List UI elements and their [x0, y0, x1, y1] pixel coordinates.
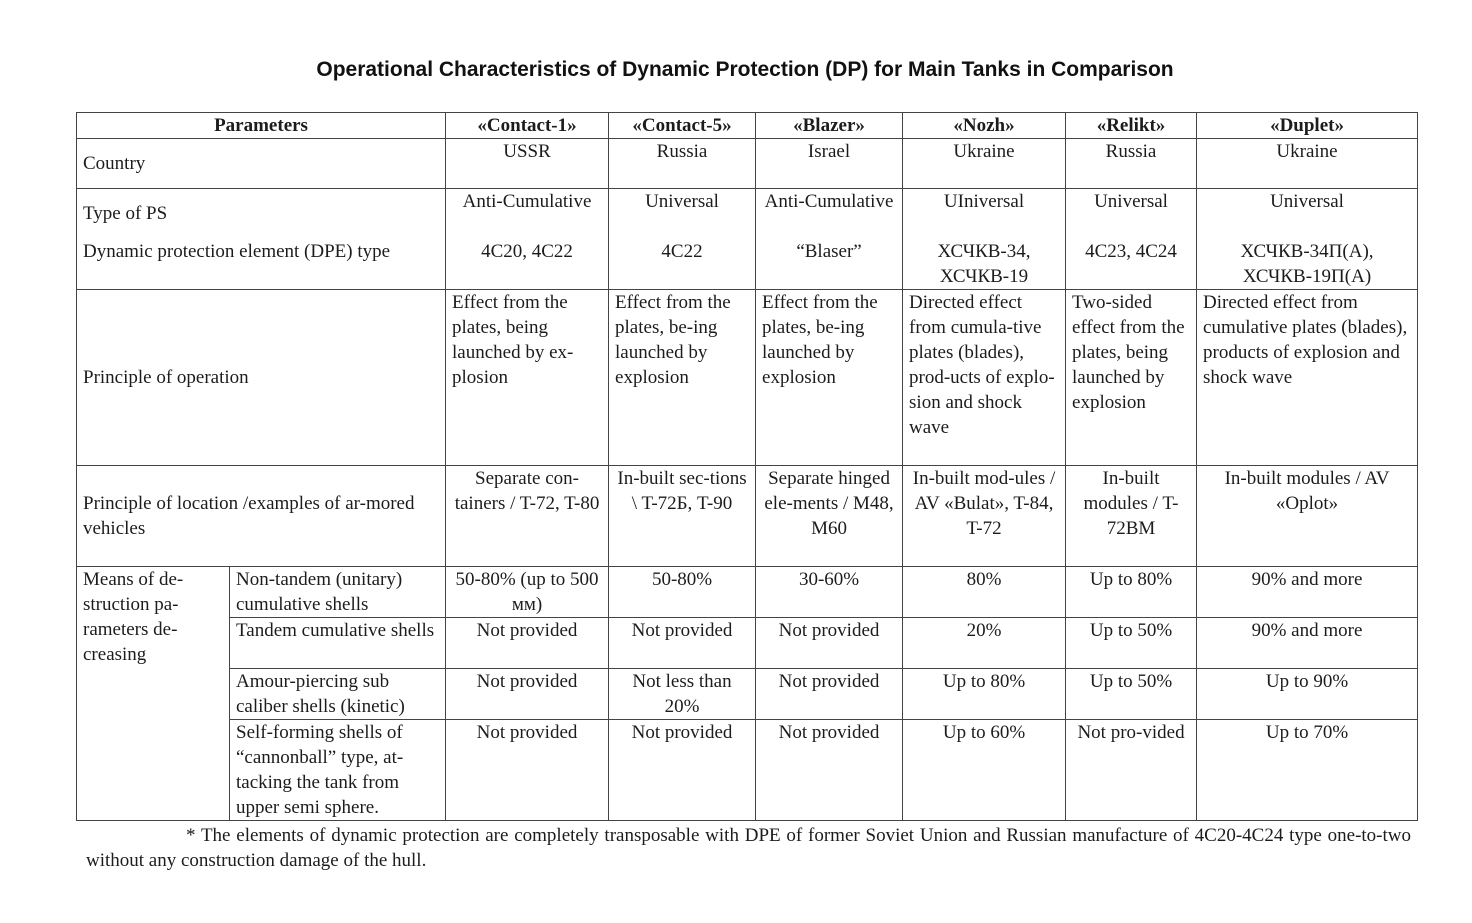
- table-cell: UIniversal: [903, 189, 1066, 239]
- table-cell: Not provided: [446, 618, 609, 669]
- table-cell: Universal: [1066, 189, 1197, 239]
- table-cell: Directed effect from cumulative plates (blades), products of explosion and shock wave: [1197, 290, 1418, 466]
- footnote: [86, 823, 1411, 873]
- table-cell: Anti-Cumulative: [446, 189, 609, 239]
- table-cell: Up to 90%: [1197, 669, 1418, 720]
- table-cell: Russia: [609, 139, 756, 189]
- table-cell: Not provided: [756, 669, 903, 720]
- row-label-type-ps: Type of PS: [77, 189, 446, 239]
- table-cell: 4C23, 4C24: [1066, 239, 1197, 290]
- table-cell: In-built sec-tions \ T-72Б, T-90: [609, 466, 756, 567]
- header-row: [77, 113, 1418, 139]
- table-cell: Not provided: [609, 720, 756, 821]
- table-cell: “Blaser”: [756, 239, 903, 290]
- table-row: [77, 720, 1418, 821]
- footnote-text: * The elements of dynamic protection are completely transposable with DPE of former Soviet Union and Russian manufacture of 4C20-4C24 type one-to-two without any construction damage of the hull.: [86, 825, 1411, 871]
- table-cell: In-built modules / AV «Oplot»: [1197, 466, 1418, 567]
- table-cell: Not provided: [756, 618, 903, 669]
- table-row: [77, 567, 1418, 618]
- table-row: [77, 239, 1418, 290]
- table-cell: In-built modules / T-72BM: [1066, 466, 1197, 567]
- table-row: [77, 290, 1418, 466]
- table-cell: Not provided: [446, 669, 609, 720]
- table-cell: 80%: [903, 567, 1066, 618]
- table-cell: Effect from the plates, be-ing launched by explosion: [609, 290, 756, 466]
- row-label-principle-location: Principle of location /examples of ar-mored vehicles: [77, 466, 446, 567]
- table-cell: Not less than 20%: [609, 669, 756, 720]
- row-label-means: Means of de-struction pa-rameters de-creasing: [77, 567, 230, 821]
- table-cell: Ukraine: [1197, 139, 1418, 189]
- header-contact-1: «Contact-1»: [446, 113, 609, 139]
- table-cell: Up to 60%: [903, 720, 1066, 821]
- table-cell: Israel: [756, 139, 903, 189]
- header-relikt: «Relikt»: [1066, 113, 1197, 139]
- table-cell: ХСЧКВ-34П(А), ХСЧКВ-19П(А): [1197, 239, 1418, 290]
- table-cell: Ukraine: [903, 139, 1066, 189]
- table-cell: 30-60%: [756, 567, 903, 618]
- table-cell: Effect from the plates, being launched by ex-plosion: [446, 290, 609, 466]
- table-cell: ХСЧКВ-34, ХСЧКВ-19: [903, 239, 1066, 290]
- sub-row-label: Tandem cumulative shells: [230, 618, 446, 669]
- table-cell: Directed effect from cumula-tive plates (blades), prod-ucts of explo-sion and shock wave: [903, 290, 1066, 466]
- table-cell: Russia: [1066, 139, 1197, 189]
- header-contact-5: «Contact-5»: [609, 113, 756, 139]
- table-cell: Two-sided effect from the plates, being launched by explosion: [1066, 290, 1197, 466]
- table-row: [77, 618, 1418, 669]
- table-cell: Separate hinged ele-ments / M48, M60: [756, 466, 903, 567]
- table-cell: Not provided: [609, 618, 756, 669]
- table-cell: Not pro-vided: [1066, 720, 1197, 821]
- header-duplet: «Duplet»: [1197, 113, 1418, 139]
- table-cell: 90% and more: [1197, 567, 1418, 618]
- table-cell: 50-80% (up to 500 мм): [446, 567, 609, 618]
- table-row: [77, 189, 1418, 239]
- table-row: [77, 669, 1418, 720]
- table-cell: Up to 80%: [1066, 567, 1197, 618]
- table-cell: Up to 50%: [1066, 669, 1197, 720]
- header-nozh: «Nozh»: [903, 113, 1066, 139]
- table-cell: 4C22: [609, 239, 756, 290]
- row-label-dpe-type: Dynamic protection element (DPE) type: [77, 239, 446, 290]
- row-label-country: Country: [77, 139, 446, 189]
- table-cell: 90% and more: [1197, 618, 1418, 669]
- sub-row-label: Amour-piercing sub caliber shells (kinetic): [230, 669, 446, 720]
- table-cell: 4C20, 4C22: [446, 239, 609, 290]
- table-cell: Up to 80%: [903, 669, 1066, 720]
- table-row: [77, 139, 1418, 189]
- table-cell: Not provided: [446, 720, 609, 821]
- header-parameters: Parameters: [77, 113, 446, 139]
- table-cell: USSR: [446, 139, 609, 189]
- sub-row-label: Non-tandem (unitary) cumulative shells: [230, 567, 446, 618]
- table-cell: Up to 70%: [1197, 720, 1418, 821]
- table-cell: Anti-Cumulative: [756, 189, 903, 239]
- table-cell: 20%: [903, 618, 1066, 669]
- row-label-principle-operation: Principle of operation: [77, 290, 446, 466]
- table-cell: Effect from the plates, be-ing launched by explosion: [756, 290, 903, 466]
- table-title: Operational Characteristics of Dynamic Protection (DP) for Main Tanks in Comparison: [316, 58, 1174, 81]
- table-cell: Not provided: [756, 720, 903, 821]
- table-cell: 50-80%: [609, 567, 756, 618]
- sub-row-label: Self-forming shells of “cannonball” type, at-tacking the tank from upper semi sphere.: [230, 720, 446, 821]
- comparison-table: [76, 112, 1418, 821]
- table-cell: Universal: [1197, 189, 1418, 239]
- header-blazer: «Blazer»: [756, 113, 903, 139]
- table-row: [77, 466, 1418, 567]
- table-cell: Universal: [609, 189, 756, 239]
- table-cell: Separate con-tainers / T-72, T-80: [446, 466, 609, 567]
- table-cell: In-built mod-ules / AV «Bulat», T-84, T-72: [903, 466, 1066, 567]
- table-cell: Up to 50%: [1066, 618, 1197, 669]
